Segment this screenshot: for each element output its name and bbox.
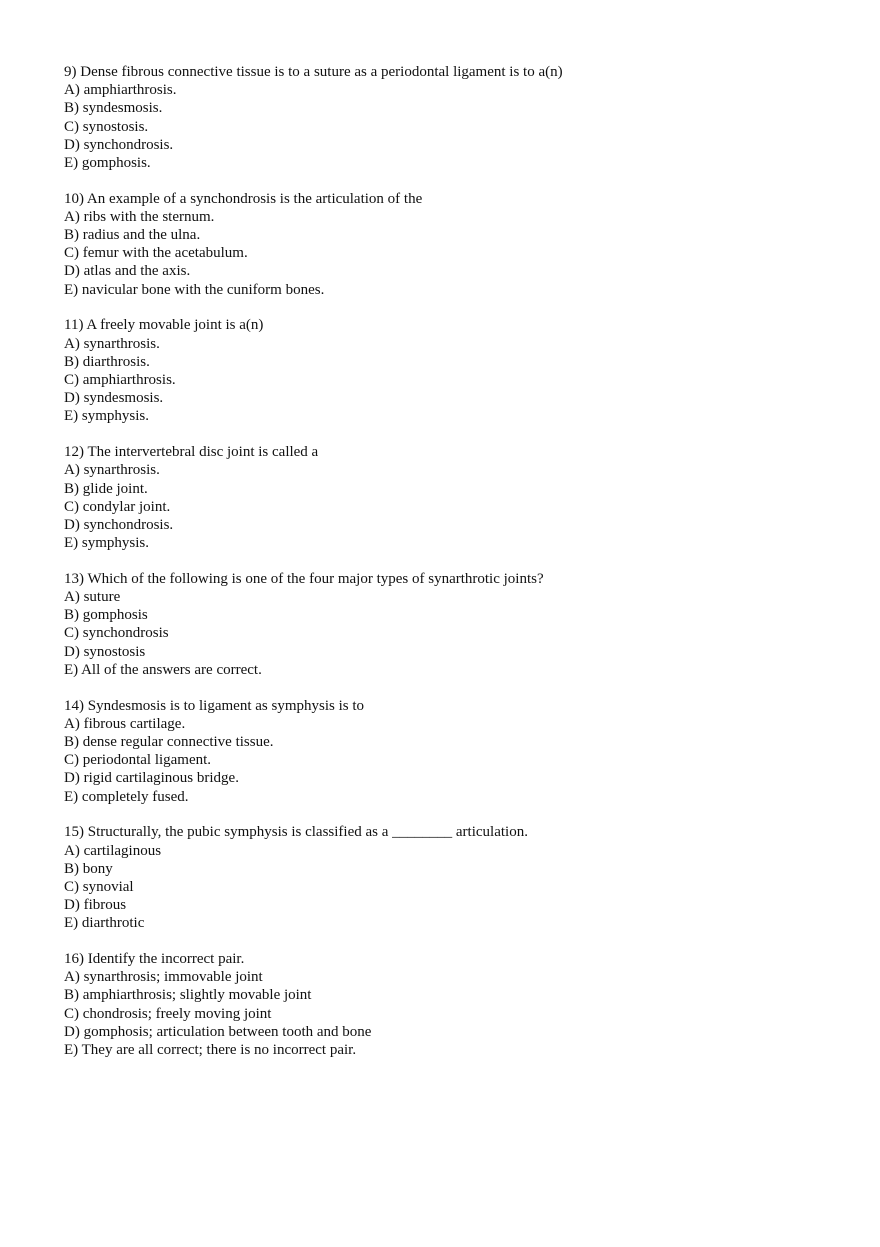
answer-option-a: A) cartilaginous (64, 842, 162, 859)
question-13 (64, 570, 844, 679)
question-stem: 15) Structurally, the pubic symphysis is classified as a ________ articulation. (64, 824, 528, 841)
question-16 (64, 950, 844, 1059)
question-stem: 11) A freely movable joint is a(n) (64, 317, 264, 334)
question-15 (64, 823, 844, 932)
answer-option-c: C) chondrosis; freely moving joint (64, 1005, 272, 1022)
answer-option-e: E) gomphosis. (64, 154, 151, 171)
answer-option-c: C) synovial (64, 878, 134, 895)
answer-option-b: B) diarthrosis. (64, 353, 150, 370)
answer-option-e: E) All of the answers are correct. (64, 661, 262, 678)
answer-option-e: E) navicular bone with the cuniform bones. (64, 281, 325, 298)
question-stem: 13) Which of the following is one of the four major types of synarthrotic joints? (64, 570, 544, 587)
answer-option-a: A) synarthrosis. (64, 335, 160, 352)
answer-option-b: B) gomphosis (64, 607, 148, 624)
answer-option-d: D) atlas and the axis. (64, 263, 191, 280)
question-11 (64, 316, 844, 425)
answer-option-b: B) syndesmosis. (64, 100, 163, 117)
answer-option-d: D) syndesmosis. (64, 390, 164, 407)
answer-option-b: B) amphiarthrosis; slightly movable joint (64, 987, 312, 1004)
answer-option-b: B) dense regular connective tissue. (64, 733, 274, 750)
answer-option-d: D) synostosis (64, 643, 146, 660)
answer-option-c: C) amphiarthrosis. (64, 372, 176, 388)
answer-option-a: A) amphiarthrosis. (64, 82, 177, 99)
answer-option-e: E) symphysis. (64, 408, 150, 425)
answer-option-d: D) synchondrosis. (64, 136, 174, 153)
question-stem: 14) Syndesmosis is to ligament as symphysis is to (64, 697, 365, 714)
answer-option-c: C) synchondrosis (64, 625, 169, 642)
question-stem: 12) The intervertebral disc joint is called a (64, 444, 319, 461)
question-12 (64, 443, 844, 552)
answer-option-a: A) fibrous cartilage. (64, 715, 186, 732)
answer-option-a: A) synarthrosis; immovable joint (64, 969, 263, 986)
answer-option-d: D) rigid cartilaginous bridge. (64, 770, 239, 787)
question-stem: 9) Dense fibrous connective tissue is to a suture as a periodontal ligament is to a(n) (64, 64, 563, 80)
answer-option-c: C) condylar joint. (64, 498, 171, 515)
answer-option-c: C) femur with the acetabulum. (64, 245, 248, 262)
answer-option-b: B) radius and the ulna. (64, 227, 201, 244)
question-stem: 10) An example of a synchondrosis is the articulation of the (64, 190, 423, 207)
answer-option-d: D) fibrous (64, 897, 127, 914)
answer-option-a: A) suture (64, 589, 121, 606)
answer-option-a: A) ribs with the sternum. (64, 208, 215, 225)
answer-option-c: C) synostosis. (64, 118, 149, 135)
answer-option-e: E) diarthrotic (64, 915, 145, 932)
answer-option-c: C) periodontal ligament. (64, 752, 212, 769)
answer-option-e: E) symphysis. (64, 535, 150, 552)
answer-option-d: D) gomphosis; articulation between tooth and bone (64, 1023, 372, 1040)
answer-option-e: E) They are all correct; there is no incorrect pair. (64, 1041, 357, 1058)
question-stem: 16) Identify the incorrect pair. (64, 951, 245, 968)
question-list (64, 63, 844, 1077)
answer-option-d: D) synchondrosis. (64, 516, 174, 533)
question-10 (64, 190, 844, 299)
answer-option-e: E) completely fused. (64, 788, 189, 805)
answer-option-b: B) glide joint. (64, 480, 148, 497)
answer-option-a: A) synarthrosis. (64, 462, 160, 479)
question-14 (64, 697, 844, 806)
question-9 (64, 63, 844, 172)
answer-option-b: B) bony (64, 860, 113, 877)
